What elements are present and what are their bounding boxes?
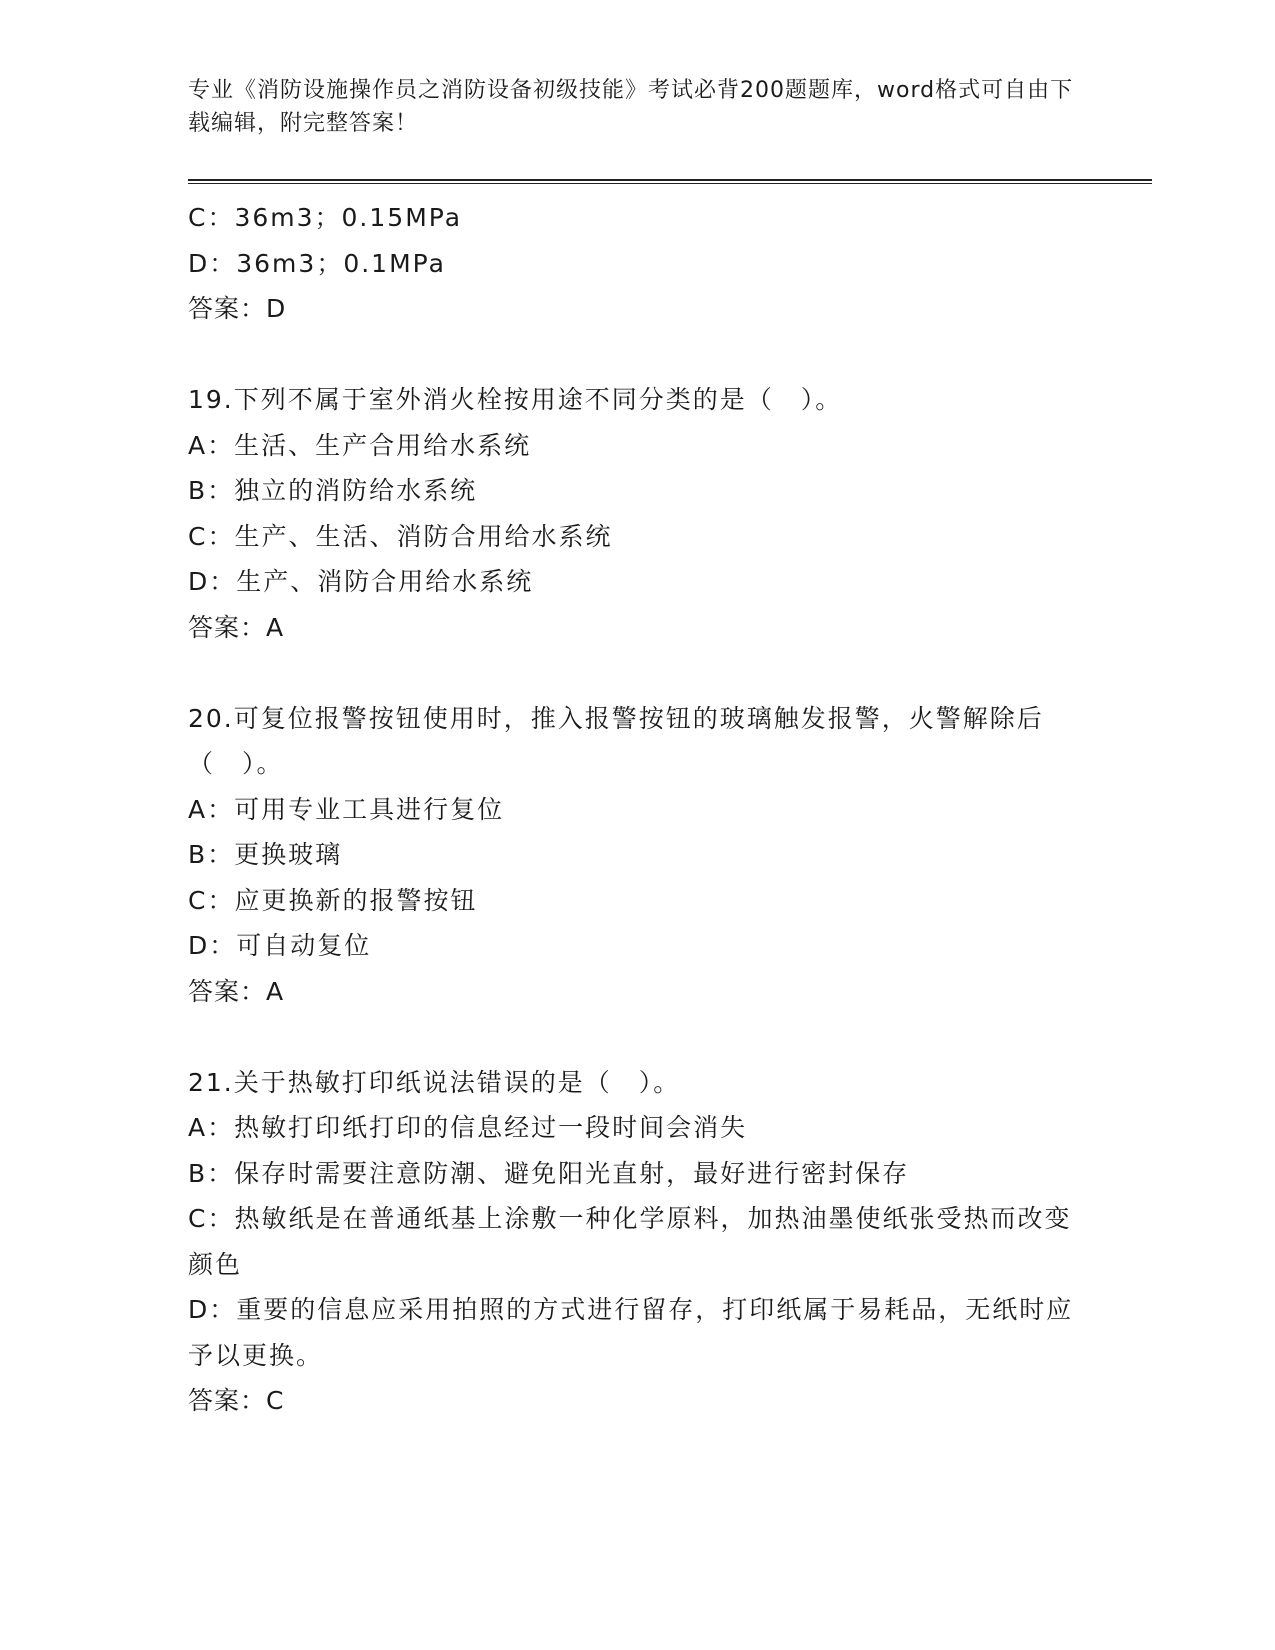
document-header-title: 专业《消防设施操作员之消防设备初级技能》考试必背200题题库，word格式可自由下载编辑，附完整答案！ — [188, 78, 1074, 136]
question-20 — [188, 696, 1088, 1015]
question-stem: 21.关于热敏打印纸说法错误的是（ ）。 — [188, 1067, 681, 1097]
question-18-continued — [188, 195, 1088, 332]
question-21 — [188, 1060, 1088, 1424]
option-c: C：36m3；0.15MPa — [188, 203, 463, 232]
question-stem: 19.下列不属于室外消火栓按用途不同分类的是（ ）。 — [188, 385, 843, 414]
option-c: C：应更换新的报警按钮 — [188, 885, 478, 915]
option-b: B：更换玻璃 — [188, 840, 343, 869]
question-19 — [188, 377, 1088, 650]
option-b: B：保存时需要注意防潮、避免阳光直射，最好进行密封保存 — [188, 1158, 910, 1188]
option-c: C：热敏纸是在普通纸基上涂敷一种化学原料，加热油墨使纸张受热而改变颜色 — [188, 1204, 1072, 1279]
option-d: D：重要的信息应采用拍照的方式进行留存，打印纸属于易耗品，无纸时应予以更换。 — [188, 1295, 1074, 1370]
question-list — [188, 195, 1088, 1424]
option-a: A：可用专业工具进行复位 — [188, 794, 505, 824]
answer-label: 答案：D — [188, 294, 287, 323]
header-divider — [188, 179, 1152, 181]
header-divider-thin — [188, 183, 1152, 184]
option-c: C：生产、生活、消防合用给水系统 — [188, 521, 613, 551]
option-a: A：生活、生产合用给水系统 — [188, 430, 532, 460]
answer-label: 答案：A — [188, 976, 285, 1006]
question-stem: 20.可复位报警按钮使用时，推入报警按钮的玻璃触发报警，火警解除后（ ）。 — [188, 703, 1044, 778]
answer-label: 答案：C — [188, 1386, 285, 1415]
option-d: D：生产、消防合用给水系统 — [188, 567, 534, 596]
option-d: D：可自动复位 — [188, 931, 372, 960]
option-b: B：独立的消防给水系统 — [188, 476, 478, 505]
option-d: D：36m3；0.1MPa — [188, 248, 446, 278]
option-a: A：热敏打印纸打印的信息经过一段时间会消失 — [188, 1113, 748, 1142]
answer-label: 答案：A — [188, 612, 285, 642]
